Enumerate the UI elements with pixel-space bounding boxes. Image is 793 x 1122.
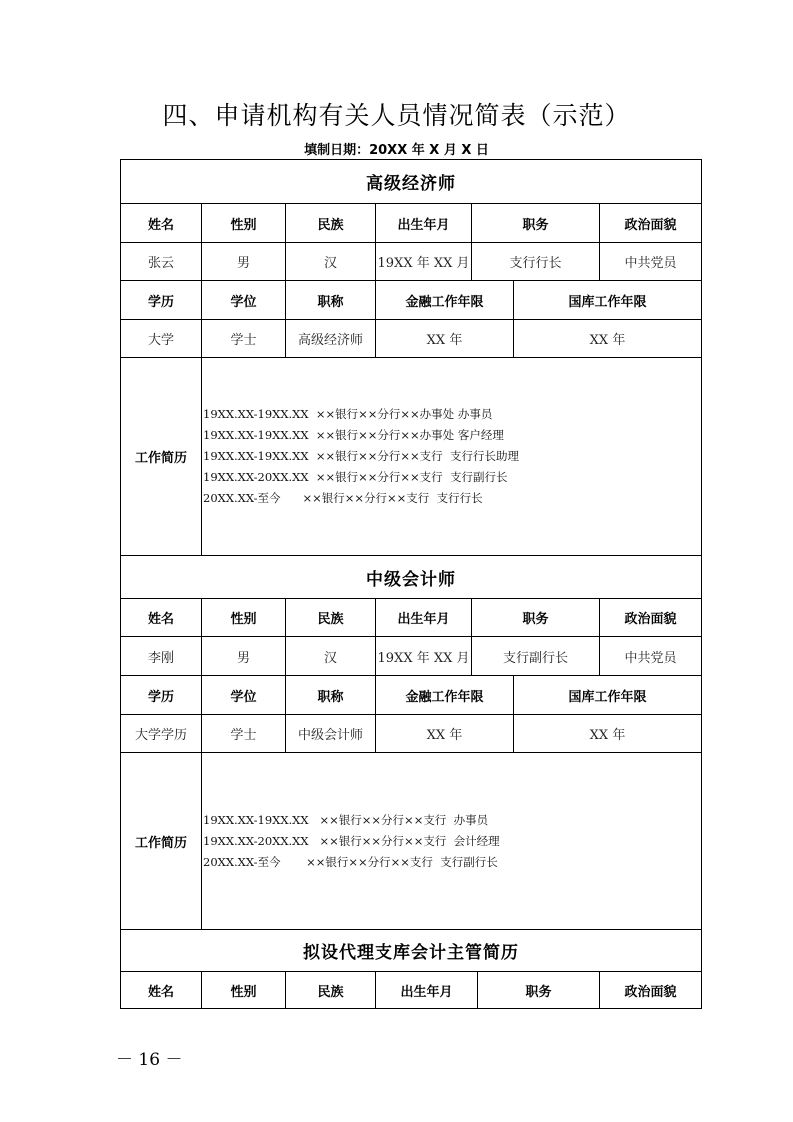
header-political: 政治面貌 <box>599 204 701 242</box>
history-line: 20XX.XX-至今 ××银行××分行××支行 支行行长 <box>203 491 483 505</box>
header-treasury-years: 国库工作年限 <box>513 676 701 714</box>
person-name: 李刚 <box>147 650 174 666</box>
header-name: 姓名 <box>147 217 174 233</box>
section-title: 中级会计师 <box>366 569 456 590</box>
history-line: 19XX.XX-19XX.XX ××银行××分行××支行 办事员 <box>203 812 489 827</box>
history-line: 20XX.XX-至今 ××银行××分行××支行 支行副行长 <box>203 854 498 869</box>
header-education: 学历 <box>147 689 174 705</box>
header-education: 学历 <box>147 294 174 310</box>
person-finance-years: XX 年 <box>375 320 513 357</box>
header-ethnicity: 民族 <box>285 204 375 242</box>
person-position: 支行副行长 <box>471 637 599 675</box>
header-position: 职务 <box>477 972 599 1008</box>
section-title: 高级经济师 <box>366 174 456 194</box>
person-title: 中级会计师 <box>285 715 375 752</box>
header-degree: 学位 <box>201 676 285 714</box>
person-row <box>121 636 701 675</box>
history-line: 19XX.XX-19XX.XX ××银行××分行××支行 支行行长助理 <box>203 449 519 463</box>
person-row-2 <box>121 319 701 357</box>
header-birth: 出生年月 <box>375 972 477 1008</box>
header-title: 职称 <box>285 676 375 714</box>
person-row-2 <box>121 714 701 752</box>
header-name: 姓名 <box>147 612 174 627</box>
history-line: 19XX.XX-20XX.XX ××银行××分行××支行 支行副行长 <box>203 470 508 484</box>
header-row <box>121 971 701 1008</box>
section-title-row <box>121 555 701 598</box>
header-row-2 <box>121 280 701 319</box>
header-birth: 出生年月 <box>375 204 471 242</box>
person-birth: 19XX 年 XX 月 <box>375 243 471 280</box>
person-gender: 男 <box>201 243 285 280</box>
header-finance-years: 金融工作年限 <box>375 281 513 319</box>
person-name: 张云 <box>147 256 174 271</box>
header-row-2 <box>121 675 701 714</box>
work-history <box>201 753 701 929</box>
personnel-table <box>120 159 702 1009</box>
header-title: 职称 <box>285 281 375 319</box>
header-degree: 学位 <box>201 281 285 319</box>
person-degree: 学士 <box>201 715 285 752</box>
header-name: 姓名 <box>147 984 174 1000</box>
person-ethnicity: 汉 <box>285 243 375 280</box>
header-political: 政治面貌 <box>599 972 701 1008</box>
person-political: 中共党员 <box>599 243 701 280</box>
work-history-row <box>121 357 701 555</box>
section-title-row <box>121 929 701 971</box>
work-history <box>201 358 701 555</box>
header-ethnicity: 民族 <box>285 972 375 1008</box>
header-political: 政治面貌 <box>599 599 701 636</box>
header-row <box>121 598 701 636</box>
header-birth: 出生年月 <box>375 599 471 636</box>
person-birth: 19XX 年 XX 月 <box>375 637 471 675</box>
page-number: － 16 － <box>116 1050 183 1070</box>
person-title: 高级经济师 <box>285 320 375 357</box>
section-title: 拟设代理支库会计主管简历 <box>303 943 519 963</box>
header-ethnicity: 民族 <box>285 599 375 636</box>
person-education: 大学学历 <box>134 728 187 743</box>
person-gender: 男 <box>201 637 285 675</box>
person-degree: 学士 <box>201 320 285 357</box>
section-title-row <box>121 160 701 203</box>
history-line: 19XX.XX-20XX.XX ××银行××分行××支行 会计经理 <box>203 833 500 848</box>
header-position: 职务 <box>471 599 599 636</box>
person-finance-years: XX 年 <box>375 715 513 752</box>
person-treasury-years: XX 年 <box>513 715 701 752</box>
person-position: 支行行长 <box>471 243 599 280</box>
person-education: 大学 <box>147 333 174 348</box>
header-position: 职务 <box>471 204 599 242</box>
work-history-row <box>121 752 701 929</box>
header-gender: 性别 <box>201 599 285 636</box>
header-row <box>121 203 701 242</box>
fill-date: 填制日期：20XX 年 X 月 X 日 <box>304 143 489 158</box>
header-gender: 性别 <box>201 204 285 242</box>
person-row <box>121 242 701 280</box>
header-finance-years: 金融工作年限 <box>375 676 513 714</box>
person-political: 中共党员 <box>599 637 701 675</box>
header-work-history: 工作简历 <box>134 451 187 466</box>
person-ethnicity: 汉 <box>285 637 375 675</box>
header-treasury-years: 国库工作年限 <box>513 281 701 319</box>
document-title: 四、申请机构有关人员情况简表（示范） <box>162 101 631 130</box>
history-line: 19XX.XX-19XX.XX ××银行××分行××办事处 办事员 <box>203 407 493 421</box>
header-gender: 性别 <box>201 972 285 1008</box>
person-treasury-years: XX 年 <box>513 320 701 357</box>
header-work-history: 工作简历 <box>134 835 187 851</box>
history-line: 19XX.XX-19XX.XX ××银行××分行××办事处 客户经理 <box>203 428 504 442</box>
